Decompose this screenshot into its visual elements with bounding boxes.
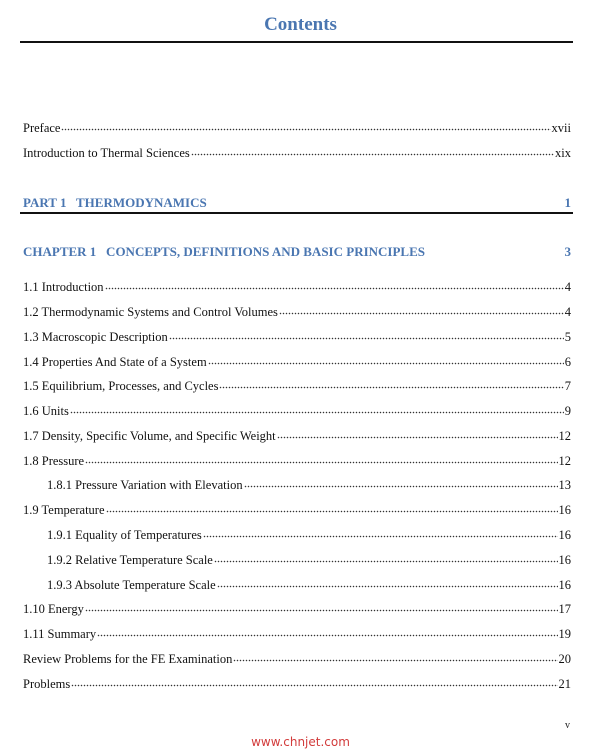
dot-leader	[214, 548, 558, 564]
dot-leader	[97, 622, 557, 638]
part-page: 1	[564, 195, 571, 210]
toc-entry-introduction[interactable]	[23, 141, 571, 161]
dot-leader	[279, 300, 564, 316]
toc-entry[interactable]	[23, 300, 571, 320]
toc-entry-page: 16	[558, 578, 571, 592]
dot-leader	[70, 399, 564, 415]
chapter-page: 3	[564, 244, 571, 259]
part-heading[interactable]	[23, 195, 571, 211]
dot-leader	[61, 116, 550, 132]
dot-leader	[71, 672, 557, 688]
toc-entry-preface[interactable]	[23, 116, 571, 136]
toc-entry-label: 1.7 Density, Specific Volume, and Specific Weight	[23, 429, 276, 443]
dot-leader	[208, 350, 564, 366]
toc-entry[interactable]	[23, 672, 571, 692]
title-rule	[20, 41, 573, 43]
toc-entry-page: 5	[564, 330, 571, 344]
toc-entry-page: 12	[558, 429, 571, 443]
toc-entry-label: 1.6 Units	[23, 404, 69, 418]
toc-entry-label: 1.9.2 Relative Temperature Scale	[47, 553, 213, 567]
toc-subentry[interactable]	[47, 573, 571, 593]
toc-entry[interactable]	[23, 449, 571, 469]
toc-subentry[interactable]	[47, 523, 571, 543]
toc-entry-page: 7	[564, 379, 571, 393]
dot-leader	[85, 449, 557, 465]
dot-leader	[85, 597, 558, 613]
dot-leader	[244, 473, 558, 489]
dot-leader	[233, 647, 557, 663]
toc-entry[interactable]	[23, 597, 571, 617]
toc-entry-label: 1.4 Properties And State of a System	[23, 355, 207, 369]
toc-entry-label: 1.9.3 Absolute Temperature Scale	[47, 578, 216, 592]
toc-entry-label: 1.1 Introduction	[23, 280, 104, 294]
toc-entry-label: 1.5 Equilibrium, Processes, and Cycles	[23, 379, 219, 393]
toc-entry-page: 13	[558, 478, 571, 492]
toc-entry-label: 1.8.1 Pressure Variation with Elevation	[47, 478, 243, 492]
chapter-label: CHAPTER 1 CONCEPTS, DEFINITIONS AND BASIC PRINCIPLES	[23, 244, 425, 259]
watermark: www.chnjet.com	[251, 735, 350, 749]
dot-leader	[219, 374, 563, 390]
toc-entry-page: 16	[558, 503, 571, 517]
part-rule	[20, 212, 573, 214]
dot-leader	[217, 573, 558, 589]
toc-subentry[interactable]	[47, 548, 571, 568]
part-label: PART 1 THERMODYNAMICS	[23, 195, 207, 210]
toc-entry-label: Review Problems for the FE Examination	[23, 652, 233, 666]
toc-entry-label: 1.11 Summary	[23, 627, 97, 641]
dot-leader	[106, 498, 558, 514]
chapter-heading[interactable]	[23, 244, 571, 260]
toc-entry-page: 17	[558, 602, 571, 616]
toc-entry-page: 16	[558, 528, 571, 542]
page-number: v	[565, 720, 570, 731]
toc-entry-page: 19	[558, 627, 571, 641]
toc-entry-label: 1.8 Pressure	[23, 454, 85, 468]
toc-entry-page: 20	[558, 652, 571, 666]
toc-entry-label: Problems	[23, 677, 71, 691]
dot-leader	[169, 325, 564, 341]
toc-entry[interactable]	[23, 622, 571, 642]
toc-entry[interactable]	[23, 275, 571, 295]
toc-entry-page: 9	[564, 404, 571, 418]
toc-entry-page: 4	[564, 305, 571, 319]
toc-entry[interactable]	[23, 647, 571, 667]
toc-entry-page: xix	[555, 146, 571, 160]
toc-entry-page: xvii	[551, 121, 571, 135]
dot-leader	[191, 141, 554, 157]
toc-entry[interactable]	[23, 350, 571, 370]
toc-entry-label: 1.2 Thermodynamic Systems and Control Volumes	[23, 305, 278, 319]
toc-entry-label: 1.10 Energy	[23, 602, 84, 616]
toc-entry-page: 16	[558, 553, 571, 567]
toc-subentry[interactable]	[47, 473, 571, 493]
toc-entry[interactable]	[23, 498, 571, 518]
toc-entry[interactable]	[23, 424, 571, 444]
toc-entry-label: Introduction to Thermal Sciences	[23, 146, 190, 160]
toc-entry-label: 1.9 Temperature	[23, 503, 105, 517]
dot-leader	[277, 424, 558, 440]
dot-leader	[105, 275, 564, 291]
toc-entry-page: 6	[564, 355, 571, 369]
toc-entry-page: 12	[558, 454, 571, 468]
toc-entry-page: 4	[564, 280, 571, 294]
toc-entry[interactable]	[23, 374, 571, 394]
page-title: Contents	[264, 14, 337, 35]
toc-entry-label: 1.9.1 Equality of Temperatures	[47, 528, 202, 542]
toc-entry-page: 21	[558, 677, 571, 691]
toc-entry-label: Preface	[23, 121, 61, 135]
toc-entry[interactable]	[23, 399, 571, 419]
toc-entry-label: 1.3 Macroscopic Description	[23, 330, 168, 344]
dot-leader	[203, 523, 558, 539]
toc-entry[interactable]	[23, 325, 571, 345]
